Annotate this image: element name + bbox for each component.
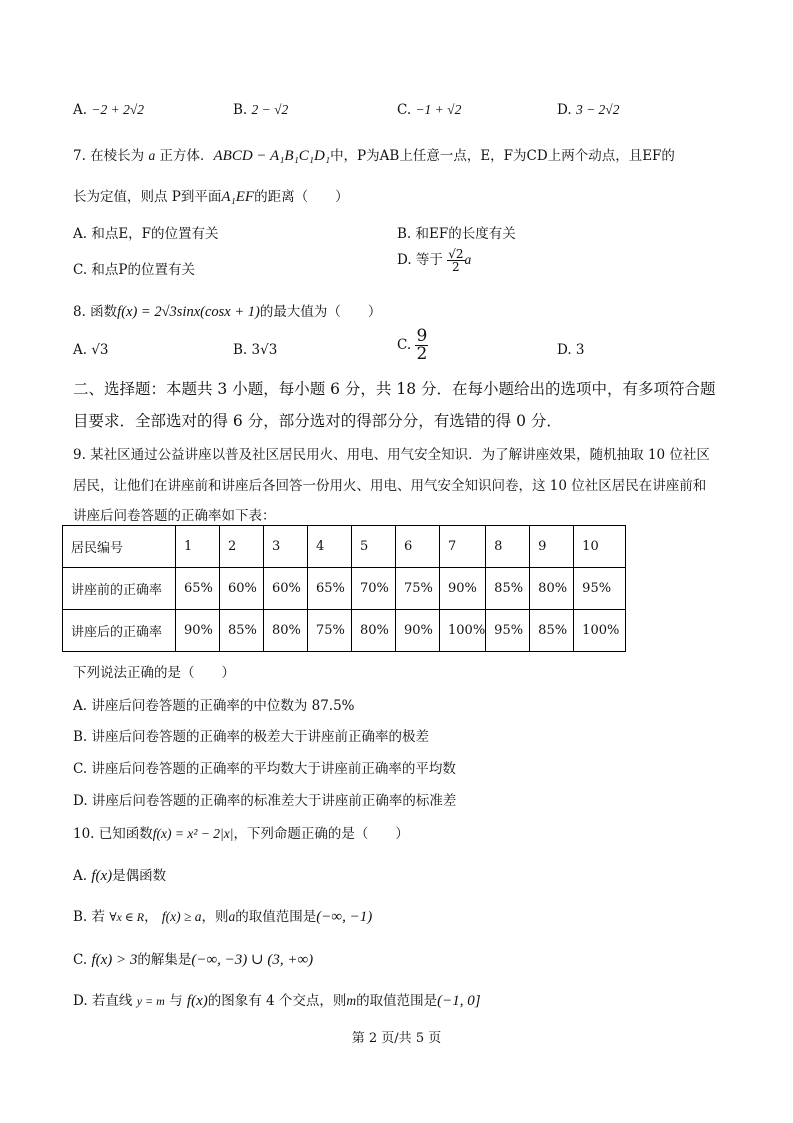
q9-question: 下列说法正确的是（ ） (73, 665, 235, 681)
table-cell: 90% (440, 568, 486, 610)
q8-option-b: B. 3√3 (233, 342, 278, 358)
table-cell: 居民编号 (63, 526, 176, 568)
page-footer: 第 2 页/共 5 页 (351, 1031, 442, 1046)
q7-option-c: C. 和点P的位置有关 (73, 262, 196, 278)
table-cell: 1 (176, 526, 220, 568)
table-cell: 60% (264, 568, 308, 610)
table-cell: 10 (574, 526, 626, 568)
table-cell: 7 (440, 526, 486, 568)
q8-option-a: A. √3 (73, 342, 109, 358)
q8-option-c: C. $\frac{9}{2}$ (397, 326, 428, 364)
q8-option-d: D. 3 (557, 342, 585, 358)
q10-stem: 10. 已知函数f(x) = x² − 2|x|，下列命题正确的是（ ） (73, 826, 409, 842)
table-cell: 75% (308, 610, 352, 652)
table-row-before (63, 568, 626, 610)
table-cell: 60% (220, 568, 264, 610)
q9-stem-line3: 讲座后问卷答题的正确率如下表： (73, 508, 276, 524)
q6-option-c: C. −1 + √2 (397, 102, 462, 118)
q9-option-d: D. 讲座后问卷答题的正确率的标准差大于讲座前正确率的标准差 (73, 793, 457, 809)
q10-option-b: B. 若 ∀x ∈ R， f(x) ≥ a，则a的取值范围是(−∞, −1) (73, 909, 373, 925)
table-cell: 95% (574, 568, 626, 610)
table-cell: 4 (308, 526, 352, 568)
table-row-after (63, 610, 626, 652)
table-cell: 90% (396, 610, 440, 652)
table-cell: 75% (396, 568, 440, 610)
table-cell: 80% (530, 568, 574, 610)
table-cell: 85% (220, 610, 264, 652)
q7-option-a: A. 和点E，F的位置有关 (73, 226, 219, 242)
table-cell: 80% (352, 610, 396, 652)
q6-option-d: D. 3 − 2√2 (557, 102, 620, 118)
q10-option-c: C. f(x) > 3的解集是(−∞, −3) ∪ (3, +∞) (73, 952, 314, 968)
q6-option-b: B. 2 − √2 (233, 102, 289, 118)
table-cell: 90% (176, 610, 220, 652)
table-cell: 3 (264, 526, 308, 568)
q10-option-a: A. f(x)是偶函数 (73, 868, 167, 884)
section2-line1: 二、选择题：本题共 3 小题，每小题 6 分，共 18 分．在每小题给出的选项中，有多项符合题 (73, 380, 716, 398)
q7-stem-line1: 7. 在棱长为 a 正方体．ABCD − A₁B₁C₁D₁中，P为AB上任意一点，E，F为CD上两个动点，且EF的 (73, 148, 675, 164)
q8-stem: 8. 函数f(x) = 2√3sinx(cosx + 1)的最大值为（ ） (73, 304, 382, 320)
table-cell: 65% (176, 568, 220, 610)
table-cell: 5 (352, 526, 396, 568)
q9-option-c: C. 讲座后问卷答题的正确率的平均数大于讲座前正确率的平均数 (73, 761, 456, 777)
table-cell: 70% (352, 568, 396, 610)
table-cell: 讲座前的正确率 (63, 568, 176, 610)
table-cell: 6 (396, 526, 440, 568)
q6-option-a: A. −2 + 2√2 (73, 102, 144, 118)
table-cell: 85% (486, 568, 530, 610)
table-cell: 9 (530, 526, 574, 568)
table-cell: 100% (574, 610, 626, 652)
q10-option-d: D. 若直线 y = m 与 f(x)的图象有 4 个交点，则m的取值范围是(−1, 0] (73, 993, 481, 1009)
q9-option-b: B. 讲座后问卷答题的正确率的极差大于讲座前正确率的极差 (73, 729, 430, 745)
table-cell: 80% (264, 610, 308, 652)
q7-option-d: D. 等于 $\frac{√2}{2}$ a (397, 247, 472, 274)
accuracy-table (62, 525, 626, 652)
table-cell: 95% (486, 610, 530, 652)
section2-line2: 目要求．全部选对的得 6 分，部分选对的得部分分，有选错的得 0 分． (73, 412, 562, 430)
table-cell: 65% (308, 568, 352, 610)
table-header-row (63, 526, 626, 568)
q9-option-a: A. 讲座后问卷答题的正确率的中位数为 87.5% (73, 698, 355, 714)
table-cell: 讲座后的正确率 (63, 610, 176, 652)
q7-option-b: B. 和EF的长度有关 (397, 226, 516, 242)
table-cell: 8 (486, 526, 530, 568)
q7-stem-line2: 长为定值，则点 P到平面A₁EF的距离（ ） (73, 189, 349, 205)
q9-stem-line1: 9. 某社区通过公益讲座以普及社区居民用火、用电、用气安全知识．为了解讲座效果，随机抽取 10 位社区 (73, 447, 710, 463)
table-cell: 2 (220, 526, 264, 568)
table-cell: 100% (440, 610, 486, 652)
q9-stem-line2: 居民，让他们在讲座前和讲座后各回答一份用火、用电、用气安全知识问卷，这 10 位社区居民在讲座前和 (73, 478, 707, 494)
table-cell: 85% (530, 610, 574, 652)
